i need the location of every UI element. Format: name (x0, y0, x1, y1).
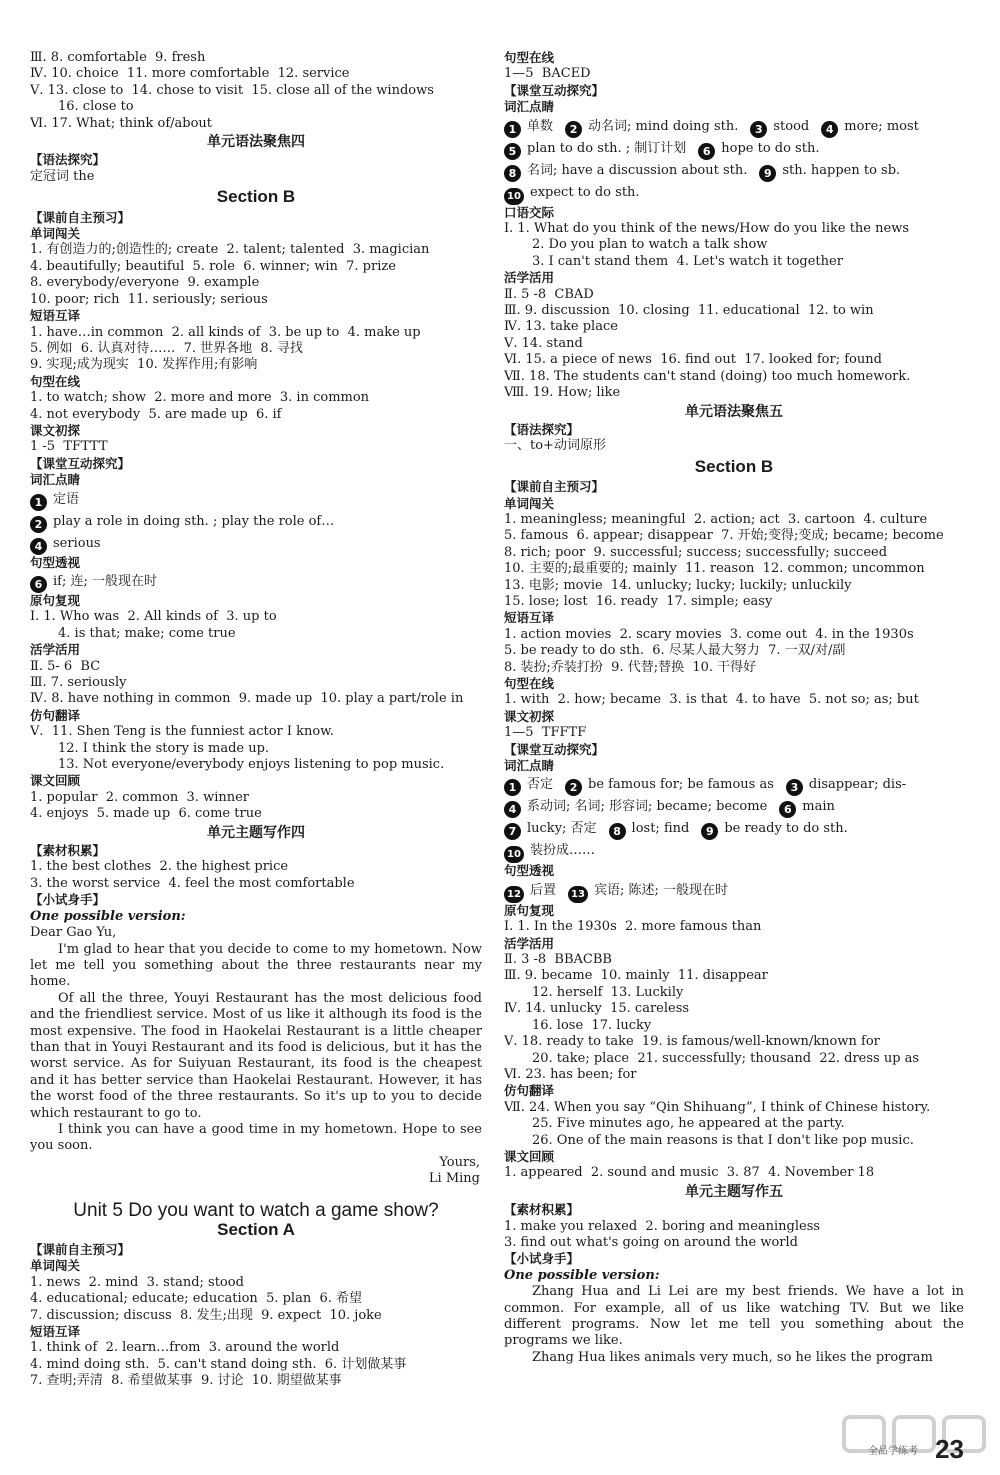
answer-line: Ⅰ. 1. In the 1930s 2. more famous than (504, 919, 762, 935)
grammar-header: 【语法探究】 (30, 152, 106, 168)
review-header: 课文回顾 (30, 773, 81, 789)
answer-line: 一、to+动词原形 (504, 438, 606, 454)
essay-paragraph: Zhang Hua likes animals very much, so he likes the program (532, 1349, 933, 1365)
vocab-text: serious (53, 535, 101, 551)
page-number: 23 (935, 1434, 964, 1464)
answer-line: 1. to watch; show 2. more and more 3. in common (30, 390, 370, 406)
possible-version-label: One possible version: (504, 1267, 660, 1283)
phrase-header: 短语互译 (30, 1324, 81, 1340)
vocab-item (504, 182, 964, 205)
answer-line: 1. think of 2. learn…from 3. around the world (30, 1340, 340, 1356)
vocab-item (504, 160, 964, 182)
pattern-item (30, 571, 482, 593)
number-badge: 7 (504, 823, 521, 840)
left-column (30, 50, 482, 1390)
answer-line: 4. not everybody 5. are made up 6. if (30, 406, 282, 422)
pattern-item (504, 880, 964, 903)
answer-line: Ⅳ. 10. choice 11. more comfortable 12. service (30, 66, 350, 82)
essay-paragraph: Zhang Hua and Li Lei are my best friends. We have a lot in common. For example, all of us like watching TV. But we like different programs. Now let me tell you something about the programs we like. (504, 1284, 964, 1349)
vocab-item (504, 138, 964, 160)
oral-header: 口语交际 (504, 204, 555, 220)
sentence-header: 句型在线 (504, 676, 555, 691)
answer-line: 4. enjoys 5. made up 6. come true (30, 806, 262, 822)
letter-paragraph: I'm glad to hear that you decide to come to my hometown. Now let me tell you something about the three restaurants near my home. (30, 941, 482, 990)
answer-line: 10. poor; rich 11. seriously; serious (30, 291, 268, 307)
vocab-item (504, 774, 964, 796)
answer-line: 5. famous 6. appear; disappear 7. 开始;变得;变成; became; become (504, 528, 944, 544)
answer-line: 3. the worst service 4. feel the most comfortable (30, 875, 355, 891)
answer-line: 7. 查明;弄清 8. 希望做某事 9. 讨论 10. 期望做某事 (30, 1373, 342, 1389)
number-badge: 1 (30, 494, 47, 511)
translation-header: 仿句翻译 (30, 707, 81, 723)
answer-line: 10. 主要的;最重要的; mainly 11. reason 12. common; uncommon (504, 561, 925, 577)
vocab-text: 定语 (53, 491, 80, 507)
vocab-item (504, 116, 964, 138)
grammar-focus-5-title: 单元语法聚焦五 (685, 403, 783, 420)
pattern-header: 句型透视 (504, 863, 555, 879)
vocab-text: 系动词; 名词; 形容词; became; become (527, 799, 768, 815)
number-badge: 1 (504, 779, 521, 796)
section-b-title: Section B (694, 456, 774, 476)
class-header: 【课堂互动探究】 (30, 455, 131, 471)
vocab-item (504, 796, 964, 818)
words-header: 单词闯关 (30, 226, 81, 242)
apply-header: 活学活用 (504, 935, 555, 951)
vocab-text: sth. happen to sb. (782, 162, 901, 178)
letter-paragraph: I think you can have a good time in my hometown. Hope to see you soon. (30, 1121, 482, 1154)
text-header: 课文初探 (30, 422, 81, 438)
answer-line: 7. discussion; discuss 8. 发生;出现 9. expect 10. joke (30, 1307, 382, 1323)
preview-header: 【课前自主预习】 (504, 479, 605, 495)
answer-line: 9. 实现;成为现实 10. 发挥作用;有影响 (30, 357, 258, 373)
answer-line: Ⅳ. 14. unlucky 15. careless (504, 1001, 690, 1017)
words-header: 单词闯关 (30, 1258, 81, 1274)
number-badge: 6 (30, 576, 47, 593)
answer-line: 8. everybody/everyone 9. example (30, 275, 260, 291)
answer-line: Ⅰ. 1. Who was 2. All kinds of 3. up to (30, 609, 277, 625)
answer-line: 1. make you relaxed 2. boring and meaningless (504, 1218, 821, 1234)
phrase-header: 短语互译 (30, 308, 81, 324)
number-badge: 12 (504, 886, 524, 903)
unit-5-title: Unit 5 Do you want to watch a game show? (73, 1199, 439, 1221)
recall-header: 原句复现 (504, 902, 555, 918)
number-badge: 4 (821, 121, 838, 138)
number-badge: 8 (609, 823, 626, 840)
answer-line: 1. meaningless; meaningful 2. action; act 3. cartoon 4. culture (504, 511, 928, 527)
sentence-header: 句型在线 (504, 50, 555, 65)
number-badge: 10 (504, 846, 524, 863)
answer-line: Ⅶ. 24. When you say “Qin Shihuang”, I think of Chinese history. (504, 1099, 931, 1115)
answer-line: 1. appeared 2. sound and music 3. 87 4. November 18 (504, 1165, 875, 1181)
preview-header: 【课前自主预习】 (30, 209, 131, 225)
vocab-text: hope to do sth. (721, 140, 820, 156)
vocab-text: 否定 (527, 777, 554, 793)
number-badge: 1 (504, 121, 521, 138)
vocab-text: be ready to do sth. (724, 821, 848, 837)
grammar-header: 【语法探究】 (504, 421, 580, 437)
answer-line: 5. 例如 6. 认真对待…… 7. 世界各地 8. 寻找 (30, 340, 303, 356)
letter-paragraph: Of all the three, Youyi Restaurant has the most delicious food and the friendliest service. Most of us like it although its food is the most expensive. The food in Haokelai Restaurant is a little cheaper than that in Youyi Restaurant and its food is delicious, but it has the worst service. As for Suiyuan Restaurant, its food is the cheapest and it has better service than Haokelai Restaurant. However, it has the worst food of the three restaurants. So it's up to you to decide which restaurant to go to. (30, 990, 482, 1121)
number-badge: 9 (701, 823, 718, 840)
grammar-focus-4-title: 单元语法聚焦四 (207, 134, 305, 151)
answer-line: 1. action movies 2. scary movies 3. come out 4. in the 1930s (504, 626, 914, 642)
answer-line: 4. educational; educate; education 5. plan 6. 希望 (30, 1291, 363, 1307)
answer-line: 13. 电影; movie 14. unlucky; lucky; luckily; unluckily (504, 577, 852, 593)
apply-header: 活学活用 (504, 270, 555, 286)
answer-line: 16. lose 17. lucky (532, 1017, 652, 1033)
answer-line: 15. lose; lost 16. ready 17. simple; easy (504, 593, 773, 609)
try-header: 【小试身手】 (504, 1251, 580, 1267)
answer-line: 5. be ready to do sth. 6. 尽某人最大努力 7. 一双/对/副 (504, 643, 846, 659)
pattern-text: if; 连; 一般现在时 (53, 573, 157, 589)
vocab-header: 词汇点睛 (504, 758, 555, 774)
number-badge: 9 (759, 165, 776, 182)
answer-line: Ⅷ. 19. How; like (504, 385, 621, 401)
vocab-text: 单数 (527, 118, 554, 134)
vocab-text: expect to do sth. (530, 184, 640, 200)
vocab-text: be famous for; be famous as (588, 777, 774, 793)
vocab-item (504, 818, 964, 840)
answer-line: 1. with 2. how; became 3. is that 4. to have 5. not so; as; but (504, 692, 919, 708)
answer-line: 1. 有创造力的;创造性的; create 2. talent; talented 3. magician (30, 242, 430, 258)
vocab-text: 动名词; mind doing sth. (588, 118, 739, 134)
vocab-text: 装扮成…… (530, 843, 596, 859)
vocab-text: plan to do sth. ; 制订计划 (527, 140, 687, 156)
answer-line: Ⅳ. 8. have nothing in common 9. made up 10. play a part/role in (30, 691, 464, 707)
review-header: 课文回顾 (504, 1148, 555, 1164)
phrase-header: 短语互译 (504, 610, 555, 626)
answer-line: 1—5 BACED (504, 66, 591, 82)
vocab-header: 词汇点睛 (504, 99, 555, 115)
answer-line: Ⅴ. 11. Shen Teng is the funniest actor I know. (30, 724, 334, 740)
answer-line: Ⅶ. 18. The students can't stand (doing) too much homework. (504, 368, 911, 384)
number-badge: 5 (504, 143, 521, 160)
number-badge: 2 (30, 516, 47, 533)
number-badge: 3 (786, 779, 803, 796)
answer-line: 4. is that; make; come true (58, 625, 236, 641)
number-badge: 4 (504, 801, 521, 818)
vocab-text: more; most (844, 118, 919, 134)
answer-line: Ⅱ. 5 -8 CBAD (504, 286, 594, 302)
pattern-text: 宾语; 陈述; 一般现在时 (594, 882, 729, 898)
vocab-text: lucky; 否定 (527, 821, 597, 837)
vocab-item (30, 533, 482, 555)
answer-line: 定冠词 the (30, 168, 95, 184)
answer-line: 3. find out what's going on around the world (504, 1234, 798, 1250)
answer-line: Ⅵ. 15. a piece of news 16. find out 17. looked for; found (504, 352, 882, 368)
answer-line: 12. herself 13. Luckily (532, 984, 684, 1000)
vocab-text: play a role in doing sth. ; play the role of… (53, 513, 335, 529)
answer-line: 1. popular 2. common 3. winner (30, 789, 250, 805)
answer-line: Ⅴ. 13. close to 14. chose to visit 15. close all of the windows (30, 82, 434, 98)
material-header: 【素材积累】 (30, 843, 106, 859)
answer-line: Ⅵ. 17. What; think of/about (30, 115, 213, 131)
answer-line: Ⅴ. 18. ready to take 19. is famous/well-known/known for (504, 1034, 880, 1050)
translation-header: 仿句翻译 (504, 1083, 555, 1099)
number-badge: 6 (779, 801, 796, 818)
answer-line: 20. take; place 21. successfully; thousand 22. dress up as (532, 1050, 920, 1066)
letter-closing: Yours, (439, 1154, 480, 1170)
answer-line: Ⅵ. 23. has been; for (504, 1066, 637, 1082)
answer-line: 4. mind doing sth. 5. can't stand doing sth. 6. 计划做某事 (30, 1356, 407, 1372)
number-badge: 2 (565, 121, 582, 138)
vocab-text: 名词; have a discussion about sth. (527, 162, 748, 178)
vocab-item (504, 840, 964, 863)
answer-line: 1—5 TFFTF (504, 725, 587, 741)
answer-line: 1. news 2. mind 3. stand; stood (30, 1274, 244, 1290)
vocab-item (30, 489, 482, 511)
answer-line: Ⅲ. 9. discussion 10. closing 11. educational 12. to win (504, 303, 874, 319)
vocab-text: lost; find (631, 821, 690, 837)
answer-line: 1. have…in common 2. all kinds of 3. be up to 4. make up (30, 324, 421, 340)
number-badge: 8 (504, 165, 521, 182)
words-header: 单词闯关 (504, 495, 555, 511)
answer-line: 8. 装扮;乔装打扮 9. 代替;替换 10. 干得好 (504, 659, 757, 675)
section-a-title: Section A (217, 1219, 295, 1239)
answer-line: 3. I can't stand them 4. Let's watch it together (532, 253, 843, 269)
number-badge: 6 (698, 143, 715, 160)
number-badge: 2 (565, 779, 582, 796)
preview-header: 【课前自主预习】 (30, 1242, 131, 1257)
answer-line: Ⅴ. 14. stand (504, 335, 583, 351)
answer-line: 1. the best clothes 2. the highest price (30, 859, 289, 875)
answer-line: 1 -5 TFTTT (30, 439, 108, 455)
section-b-title: Section B (216, 187, 296, 207)
number-badge: 13 (568, 886, 588, 903)
letter-greeting: Dear Gao Yu, (30, 925, 117, 941)
answer-line: 25. Five minutes ago, he appeared at the party. (532, 1116, 845, 1132)
answer-line: 8. rich; poor 9. successful; success; successfully; succeed (504, 544, 888, 560)
answer-line: Ⅰ. 1. What do you think of the news/How do you like the news (504, 221, 909, 237)
vocab-text: stood (773, 118, 810, 134)
answer-line: 4. beautifully; beautiful 5. role 6. winner; win 7. prize (30, 258, 396, 274)
sentence-header: 句型在线 (30, 373, 81, 389)
possible-version-label: One possible version: (30, 908, 186, 924)
try-header: 【小试身手】 (30, 892, 106, 908)
class-header: 【课堂互动探究】 (504, 741, 605, 757)
writing-5-title: 单元主题写作五 (685, 1183, 783, 1200)
answer-line: 12. I think the story is made up. (58, 740, 270, 756)
text-header: 课文初探 (504, 708, 555, 724)
answer-line: Ⅱ. 3 -8 BBACBB (504, 952, 612, 968)
answer-line: Ⅲ. 9. became 10. mainly 11. disappear (504, 968, 768, 984)
answer-line: 16. close to (58, 99, 134, 115)
letter-signature: Li Ming (428, 1171, 480, 1187)
answer-line: Ⅲ. 7. seriously (30, 675, 127, 690)
writing-4-title: 单元主题写作四 (207, 824, 305, 841)
number-badge: 4 (30, 538, 47, 555)
pattern-text: 后置 (530, 882, 557, 898)
class-header: 【课堂互动探究】 (504, 82, 605, 98)
recall-header: 原句复现 (30, 592, 81, 608)
number-badge: 3 (750, 121, 767, 138)
apply-header: 活学活用 (30, 642, 81, 658)
vocab-text: disappear; dis- (808, 777, 907, 793)
vocab-item (30, 511, 482, 533)
watermark-logo-icon (840, 1411, 990, 1471)
answer-line: Ⅱ. 5- 6 BC (30, 658, 101, 674)
material-header: 【素材积累】 (504, 1202, 580, 1218)
answer-line: 26. One of the main reasons is that I don't like pop music. (532, 1132, 914, 1148)
vocab-text: main (802, 799, 835, 815)
answer-line: Ⅲ. 8. comfortable 9. fresh (30, 50, 206, 65)
vocab-header: 词汇点睛 (30, 472, 81, 488)
number-badge: 10 (504, 188, 524, 205)
answer-line: Ⅳ. 13. take place (504, 319, 618, 335)
pattern-header: 句型透视 (30, 554, 81, 570)
right-column (504, 50, 964, 1366)
answer-line: 2. Do you plan to watch a talk show (532, 237, 768, 253)
footer-brand: 全品学练考 (868, 1446, 918, 1457)
answer-line: 13. Not everyone/everybody enjoys listening to pop music. (58, 757, 445, 773)
